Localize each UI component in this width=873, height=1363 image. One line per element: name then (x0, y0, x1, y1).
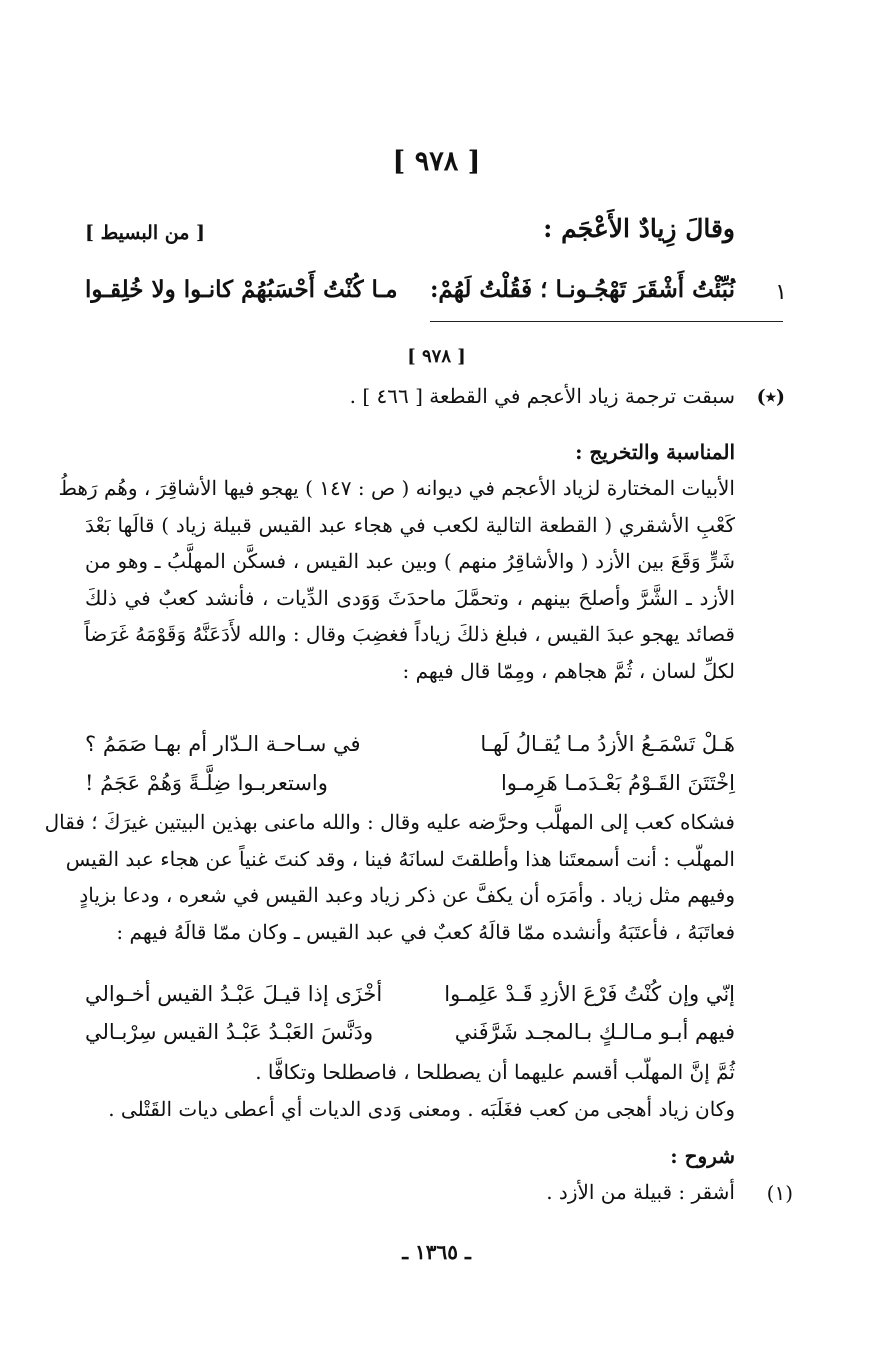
poem-number-heading: [ ٩٧٨ ] (392, 146, 481, 177)
verse-second-hemistich: مـا كُنْتُ أَحْسَبُهُمْ كانـوا ولا خُلِقـوا (85, 276, 398, 303)
commentary-number: [ ٩٧٨ ] (407, 346, 466, 367)
paragraph-line: الأبيات المختارة لزياد الأعجم في ديوانه ( ص : ١٤٧ ) يهجو فيها الأشاقِرَ ، وهُم رَهطُ (58, 476, 735, 500)
commentary-paragraph-1 (58, 470, 735, 689)
poem2-verse (85, 976, 735, 1012)
paragraph-line: فشكاه كعب إلى المهلَّب وحرَّضه عليه وقال : والله ماعنى بهذين البيتين غيرَكَ ؛ فقال (44, 810, 735, 834)
poem2-verse2-first: فيهم أبـو مـالـكٍ بـالمجـد شَرَّفَني (454, 1020, 735, 1044)
poem1-verse (85, 765, 735, 801)
page-number: ـ ١٣٦٥ ـ (402, 1240, 471, 1264)
paragraph-line: كَعْبِ الأشقري ( القطعة التالية لكعب في هجاء عبد القيس قبيلة زياد ) قالَها بَعْدَ (85, 512, 735, 537)
poem1-verse1-second: في سـاحـة الـدّار أم بهـا صَمَمُ ؟ (85, 732, 361, 756)
star-note-text: سبقت ترجمة زياد الأعجم في القطعة [ ٤٦٦ ] . (349, 384, 735, 408)
verse-separator-rule (430, 321, 783, 322)
commentary-paragraph-3 (85, 1054, 735, 1127)
paragraph-line: لكلِّ لسان ، ثُمَّ هجاهم ، ومِمّا قال فيهم : (402, 658, 735, 683)
meter-label: [ من البسيط ] (85, 222, 205, 244)
commentary-paragraph-2 (44, 804, 735, 950)
poem1-verse2-second: واستعربـوا ضِلَّـةً وَهُمْ عَجَمُ ! (85, 771, 328, 795)
paragraph-line: الأزد ـ الشَّرَّ وأصلحَ بينهم ، وتحمَّلَ ماحدَثَ وَوَدى الدِّيات ، فأنشد كعبٌ في ذلكَ (85, 585, 735, 610)
star-note-marker: (٭) (756, 386, 785, 408)
paragraph-line: فعاتَبَهُ ، فأعتَبَهُ وأنشده ممّا قالَهُ كعبٌ في عبد القيس ـ وكان ممّا قالَهُ فيهم : (116, 919, 735, 944)
poem1-verse1-first: هَـلْ تَسْمَـعُ الأزدُ مـا يُقـالُ لَهـا (480, 732, 735, 756)
poet-intro-line: وقالَ زِيادٌ الأَعْجَم : (543, 214, 735, 243)
paragraph-line: وفيهم مثل زياد . وأمَرَه أن يكفَّ عن ذكر زياد وعبد القيس في شعره ، ودعا بزيادٍ (79, 883, 735, 907)
verse-first-hemistich: نُبِّئْتُ أَشْقَرَ تَهْجُـونـا ؛ فَقُلْتُ لَهُمْ: (429, 276, 735, 303)
poem1-verse (85, 726, 735, 762)
poem2-verse1-second: أخْزَى إذا قيـلَ عَبْـدُ القيس أخـوالي (85, 982, 383, 1006)
notes-title: شروح : (670, 1144, 735, 1168)
poem2-verse2-second: ودَنَّسَ العَبْـدُ عَبْـدُ القيس سِرْبـالي (85, 1020, 374, 1044)
verse-number: ١ (775, 280, 787, 305)
section-title: المناسبة والتخريج : (575, 440, 735, 464)
paragraph-line: وكان زياد أهجى من كعب فغَلَبَه . ومعنى وَدى الديات أي أعطى ديات القَتْلى . (108, 1096, 735, 1121)
footnote-text: أشقر : قبيلة من الأزد . (546, 1180, 735, 1204)
paragraph-line: قصائد يهجو عبدَ القيس ، فبلغ ذلكَ زياداً فغضِبَ وقال : والله لأَدَعَنَّهُ وَقَوْمَهُ غَرَضاً (84, 622, 735, 646)
poem2-verse (85, 1014, 735, 1050)
paragraph-line: المهلّب : أنت أسمعتَنا هذا وأطلقتَ لسانَهُ فينا ، وقد كنتَ غنياً عن هجاء عبد القيس (65, 846, 735, 871)
footnote-number: (١) (766, 1181, 793, 1205)
poem2-verse1-first: إنّي وإن كُنْتُ فَرْعَ الأزدِ قَـدْ عَلِمـوا (444, 982, 735, 1006)
paragraph-line: ثُمَّ إنَّ المهلّب أقسم عليهما أن يصطلحا ، فاصطلحا وتكافَّا . (255, 1060, 735, 1084)
paragraph-line: شَرٍّ وَقَعَ بين الأزد ( والأشاقِرُ منهم ) وبين عبد القيس ، فسكَّن المهلَّبُ ـ وهو من (85, 549, 735, 573)
poem1-verse2-first: اِخْتَتَنَ القَـوْمُ بَعْـدَمـا هَرِمـوا (500, 771, 735, 795)
